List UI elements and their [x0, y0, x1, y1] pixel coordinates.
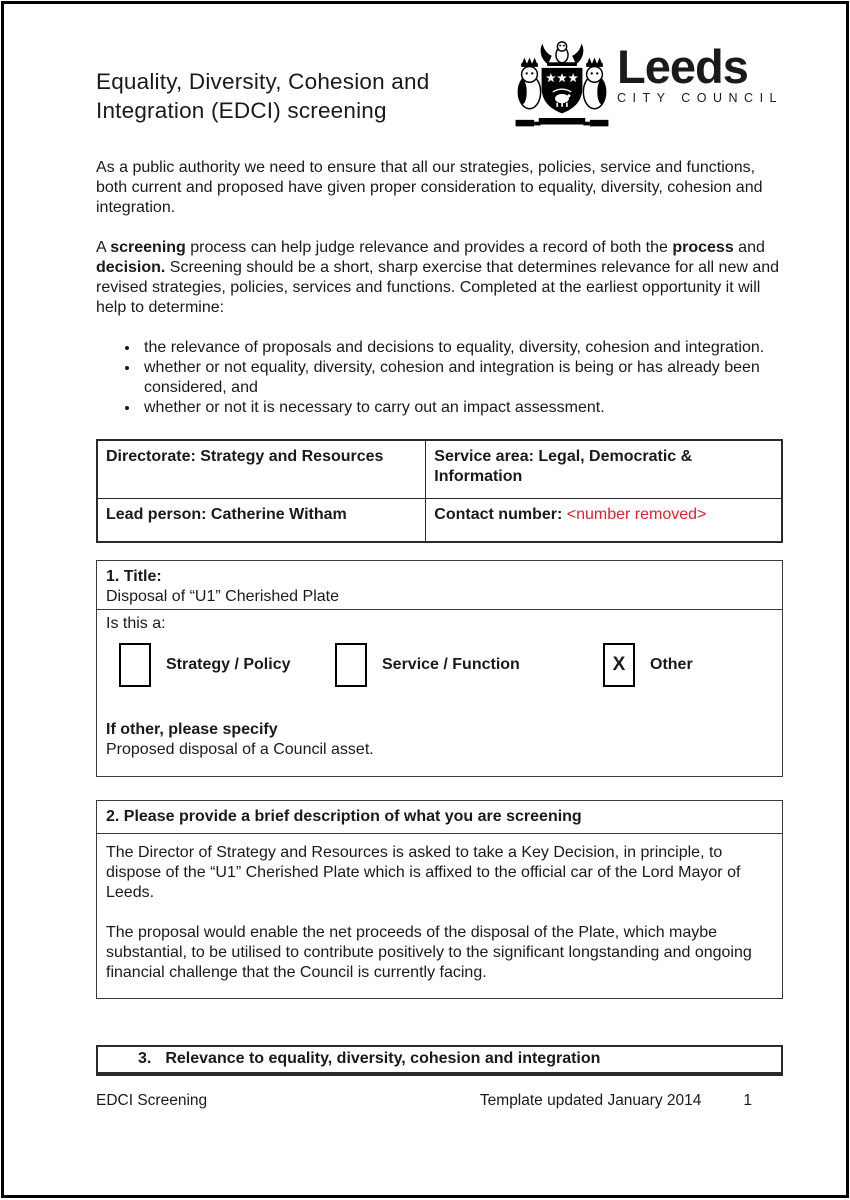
page-title-line1: Equality, Diversity, Cohesion and	[96, 69, 430, 94]
page-number: 1	[743, 1092, 752, 1109]
intro-p2-part: Screening should be a short, sharp exercise that determines relevance for all new and revised strategies, policies, services and functions. Completed at the earliest opportunity it will help to determine:	[96, 259, 780, 316]
leeds-logo-subtitle: CITY COUNCIL	[617, 91, 783, 105]
section-1-title-value: Disposal of “U1” Cherished Plate	[106, 588, 339, 605]
type-options-row	[119, 641, 773, 689]
footer-right-group	[480, 1091, 783, 1110]
if-other-specify-label: If other, please specify	[106, 721, 278, 738]
directorate-cell: Directorate: Strategy and Resources	[97, 440, 426, 498]
option-service-function	[335, 643, 603, 687]
directorate-info-table	[96, 439, 783, 543]
table-row	[97, 440, 782, 498]
footer-doc-name: EDCI Screening	[96, 1092, 208, 1109]
bullet-item: • the relevance of proposals and decisions to equality, diversity, cohesion and integration.	[140, 338, 783, 358]
strategy-policy-label: Strategy / Policy	[166, 656, 291, 673]
service-function-label: Service / Function	[382, 656, 520, 673]
leeds-crest-icon	[510, 39, 614, 132]
section-2-paragraph-2: The proposal would enable the net proceeds of the disposal of the Plate, which maybe substantial, to be utilised to contribute positively to the significant longstanding and ongoing financial challenge that the Council is currently facing.	[106, 924, 752, 981]
page-footer	[96, 1091, 783, 1110]
is-this-a-label: Is this a:	[106, 615, 166, 632]
page-title	[96, 39, 429, 125]
lead-person-cell: Lead person: Catherine Witham	[97, 498, 426, 542]
page-title-line2: Integration (EDCI) screening	[96, 98, 387, 123]
section-3-heading-box	[96, 1045, 783, 1076]
intro-p2-part: process can help judge relevance and provides a record of both the	[185, 239, 673, 256]
intro-bullet-list	[122, 338, 783, 418]
leeds-logo-name: Leeds	[617, 40, 748, 93]
strategy-policy-checkbox[interactable]	[119, 643, 151, 687]
other-checkbox[interactable]: X	[603, 643, 635, 687]
intro-p2-bold: decision.	[96, 259, 166, 276]
leeds-logo-text	[617, 40, 783, 105]
section-1-body	[97, 610, 782, 776]
section-2-description-box	[96, 800, 783, 999]
if-other-specify-value: Proposed disposal of a Council asset.	[106, 741, 374, 758]
option-other	[603, 643, 693, 687]
bullet-item: • whether or not equality, diversity, cohesion and integration is being or has already been considered, and	[140, 358, 783, 398]
section-1-heading: 1. Title:	[106, 568, 162, 585]
intro-p2-part: and	[733, 239, 765, 256]
section-1-header	[97, 561, 782, 610]
section-2-heading: 2. Please provide a brief description of what you are screening	[97, 801, 782, 834]
service-function-checkbox[interactable]	[335, 643, 367, 687]
contact-number-label: Contact number:	[434, 505, 563, 523]
contact-number-cell	[426, 498, 782, 542]
other-label: Other	[650, 656, 693, 673]
redacted-number: <number removed>	[566, 505, 707, 523]
intro-paragraph-1: As a public authority we need to ensure that all our strategies, policies, service and functions, both current and proposed have given proper consideration to equality, diversity, cohesion and integration.	[96, 159, 763, 216]
intro-p2-part: A	[96, 239, 111, 256]
section-3-heading: Relevance to equality, diversity, cohesion and integration	[165, 1050, 601, 1067]
option-strategy-policy	[119, 643, 335, 687]
service-area-cell: Service area: Legal, Democratic & Information	[426, 440, 782, 498]
document-page	[1, 1, 849, 1198]
leeds-logo	[510, 39, 783, 132]
intro-paragraph-2	[96, 238, 783, 318]
section-1-title-box	[96, 560, 783, 777]
section-2-body	[97, 834, 782, 998]
bullet-item: • whether or not it is necessary to carry out an impact assessment.	[140, 398, 783, 418]
table-row	[97, 498, 782, 542]
intro-p2-bold: screening	[110, 239, 186, 256]
document-header	[96, 39, 783, 132]
footer-template-note: Template updated January 2014	[479, 1092, 702, 1109]
intro-p2-bold: process	[672, 239, 734, 256]
section-3-number: 3.	[138, 1050, 152, 1067]
section-2-paragraph-1: The Director of Strategy and Resources is asked to take a Key Decision, in principle, to dispose of the “U1” Cherished Plate which is affixed to the official car of the Lord Mayor of Leeds.	[106, 844, 741, 901]
